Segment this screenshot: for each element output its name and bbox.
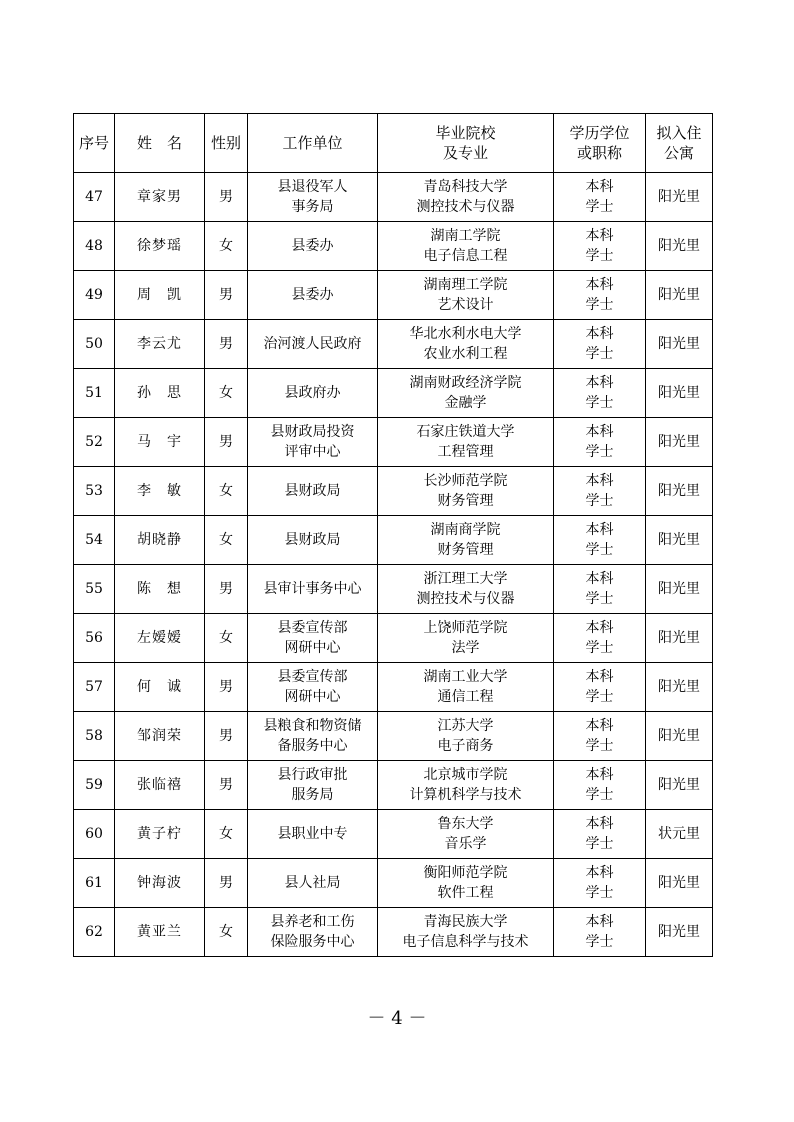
- cell-no: 52: [74, 418, 115, 467]
- table-row: [74, 271, 713, 320]
- cell-unit: [248, 859, 378, 908]
- header-row: [74, 114, 713, 173]
- cell-line: 毕业院校: [435, 124, 496, 142]
- header-name: [115, 114, 205, 173]
- cell-line: 治河渡人民政府: [263, 336, 362, 352]
- table-row: [74, 369, 713, 418]
- cell-line: 县粮食和物资储: [263, 718, 362, 734]
- cell-gender: 男: [205, 173, 248, 222]
- cell-apartment: 阳光里: [646, 565, 713, 614]
- cell-line: 学士: [585, 248, 614, 264]
- cell-line: 财务管理: [437, 493, 494, 509]
- cell-degree: [554, 614, 646, 663]
- cell-line: 学士: [585, 199, 614, 215]
- cell-unit: [248, 614, 378, 663]
- cell-degree: [554, 271, 646, 320]
- cell-gender: 女: [205, 908, 248, 957]
- cell-line: 湖南理工学院: [423, 277, 508, 293]
- cell-line: 学士: [585, 297, 614, 313]
- cell-no: 58: [74, 712, 115, 761]
- cell-apartment: 阳光里: [646, 908, 713, 957]
- cell-gender: 男: [205, 418, 248, 467]
- cell-line: 学士: [585, 591, 614, 607]
- cell-line: 计算机科学与技术: [409, 787, 522, 803]
- table-header: [74, 114, 713, 173]
- cell-line: 县人社局: [284, 875, 341, 891]
- cell-gender: 女: [205, 810, 248, 859]
- cell-line: 法学: [451, 640, 480, 656]
- cell-line: 本科: [585, 228, 614, 244]
- cell-school-major: [378, 271, 554, 320]
- cell-gender: 女: [205, 467, 248, 516]
- cell-school-major: [378, 173, 554, 222]
- cell-apartment: 阳光里: [646, 271, 713, 320]
- cell-apartment: 阳光里: [646, 663, 713, 712]
- cell-line: 电子商务: [437, 738, 494, 754]
- cell-gender: 男: [205, 663, 248, 712]
- table-row: [74, 516, 713, 565]
- cell-line: 本科: [585, 914, 614, 930]
- cell-apartment: 阳光里: [646, 761, 713, 810]
- cell-school-major: [378, 565, 554, 614]
- cell-unit: [248, 418, 378, 467]
- cell-no: 60: [74, 810, 115, 859]
- cell-degree: [554, 908, 646, 957]
- cell-line: 金融学: [444, 395, 487, 411]
- cell-unit: [248, 369, 378, 418]
- cell-line: 县退役军人: [277, 179, 348, 195]
- cell-line: 长沙师范学院: [423, 473, 508, 489]
- cell-school-major: [378, 222, 554, 271]
- cell-name: 钟海波: [115, 859, 205, 908]
- header-no: [74, 114, 115, 173]
- cell-school-major: [378, 810, 554, 859]
- cell-no: 59: [74, 761, 115, 810]
- cell-line: 测控技术与仪器: [416, 199, 515, 215]
- cell-line: 本科: [585, 620, 614, 636]
- cell-line: 县政府办: [284, 385, 341, 401]
- cell-line: 湖南工业大学: [423, 669, 508, 685]
- cell-school-major: [378, 614, 554, 663]
- cell-unit: [248, 222, 378, 271]
- cell-line: 学士: [585, 346, 614, 362]
- cell-line: 姓 名: [136, 134, 182, 152]
- cell-name: 胡晓静: [115, 516, 205, 565]
- cell-school-major: [378, 761, 554, 810]
- cell-line: 县委宣传部: [277, 669, 348, 685]
- cell-unit: [248, 467, 378, 516]
- cell-line: 学士: [585, 836, 614, 852]
- cell-line: 财务管理: [437, 542, 494, 558]
- cell-line: 本科: [585, 424, 614, 440]
- cell-line: 备服务中心: [277, 738, 348, 754]
- cell-line: 县行政审批: [277, 767, 348, 783]
- cell-line: 测控技术与仪器: [416, 591, 515, 607]
- cell-line: 县审计事务中心: [263, 581, 362, 597]
- table-row: [74, 859, 713, 908]
- header-school-major: [378, 114, 554, 173]
- cell-degree: [554, 810, 646, 859]
- cell-degree: [554, 173, 646, 222]
- cell-line: 江苏大学: [437, 718, 494, 734]
- table-row: [74, 761, 713, 810]
- cell-no: 62: [74, 908, 115, 957]
- cell-line: 工作单位: [282, 134, 343, 152]
- cell-line: 县委办: [291, 287, 334, 303]
- cell-name: 徐梦瑶: [115, 222, 205, 271]
- cell-gender: 男: [205, 271, 248, 320]
- cell-line: 鲁东大学: [437, 816, 494, 832]
- table-row: [74, 565, 713, 614]
- cell-line: 拟入住: [656, 124, 702, 142]
- cell-line: 县委宣传部: [277, 620, 348, 636]
- cell-degree: [554, 761, 646, 810]
- cell-apartment: 阳光里: [646, 712, 713, 761]
- cell-line: 网研中心: [284, 689, 341, 705]
- header-gender: [205, 114, 248, 173]
- table-row: [74, 663, 713, 712]
- cell-unit: [248, 712, 378, 761]
- cell-degree: [554, 859, 646, 908]
- cell-line: 青海民族大学: [423, 914, 508, 930]
- cell-no: 47: [74, 173, 115, 222]
- cell-line: 华北水利水电大学: [409, 326, 522, 342]
- header-degree: [554, 114, 646, 173]
- cell-apartment: 阳光里: [646, 369, 713, 418]
- cell-unit: [248, 320, 378, 369]
- cell-name: 周 凯: [115, 271, 205, 320]
- cell-gender: 男: [205, 565, 248, 614]
- cell-school-major: [378, 859, 554, 908]
- cell-line: 上饶师范学院: [423, 620, 508, 636]
- cell-line: 学士: [585, 885, 614, 901]
- cell-school-major: [378, 467, 554, 516]
- cell-line: 县财政局: [284, 532, 341, 548]
- cell-degree: [554, 663, 646, 712]
- cell-gender: 女: [205, 516, 248, 565]
- cell-unit: [248, 271, 378, 320]
- cell-no: 55: [74, 565, 115, 614]
- cell-no: 61: [74, 859, 115, 908]
- cell-line: 学士: [585, 493, 614, 509]
- cell-line: 本科: [585, 326, 614, 342]
- cell-unit: [248, 761, 378, 810]
- cell-no: 51: [74, 369, 115, 418]
- cell-name: 李 敏: [115, 467, 205, 516]
- cell-line: 学士: [585, 689, 614, 705]
- cell-line: 湖南财政经济学院: [409, 375, 522, 391]
- cell-apartment: 阳光里: [646, 467, 713, 516]
- cell-line: 或职称: [576, 144, 622, 162]
- cell-apartment: 阳光里: [646, 859, 713, 908]
- cell-line: 县财政局投资: [270, 424, 355, 440]
- cell-line: 衡阳师范学院: [423, 865, 508, 881]
- cell-line: 通信工程: [437, 689, 494, 705]
- cell-line: 县财政局: [284, 483, 341, 499]
- cell-school-major: [378, 369, 554, 418]
- header-unit: [248, 114, 378, 173]
- cell-name: 何 诚: [115, 663, 205, 712]
- cell-line: 县养老和工伤: [270, 914, 355, 930]
- cell-degree: [554, 516, 646, 565]
- cell-line: 本科: [585, 669, 614, 685]
- cell-line: 工程管理: [437, 444, 494, 460]
- cell-school-major: [378, 908, 554, 957]
- cell-line: 音乐学: [444, 836, 487, 852]
- cell-unit: [248, 516, 378, 565]
- cell-line: 艺术设计: [437, 297, 494, 313]
- cell-line: 服务局: [291, 787, 334, 803]
- cell-line: 学士: [585, 738, 614, 754]
- cell-apartment: 阳光里: [646, 222, 713, 271]
- cell-gender: 女: [205, 222, 248, 271]
- cell-line: 评审中心: [284, 444, 341, 460]
- cell-apartment: 阳光里: [646, 418, 713, 467]
- cell-line: 软件工程: [437, 885, 494, 901]
- cell-name: 章家男: [115, 173, 205, 222]
- cell-line: 本科: [585, 571, 614, 587]
- table-row: [74, 320, 713, 369]
- cell-line: 学历学位: [569, 124, 630, 142]
- cell-school-major: [378, 320, 554, 369]
- cell-apartment: 阳光里: [646, 516, 713, 565]
- cell-name: 孙 思: [115, 369, 205, 418]
- cell-line: 网研中心: [284, 640, 341, 656]
- cell-school-major: [378, 418, 554, 467]
- cell-gender: 男: [205, 859, 248, 908]
- cell-line: 学士: [585, 444, 614, 460]
- cell-line: 石家庄铁道大学: [416, 424, 515, 440]
- cell-unit: [248, 810, 378, 859]
- cell-no: 49: [74, 271, 115, 320]
- cell-school-major: [378, 516, 554, 565]
- cell-unit: [248, 173, 378, 222]
- cell-degree: [554, 418, 646, 467]
- cell-school-major: [378, 663, 554, 712]
- table-row: [74, 614, 713, 663]
- cell-degree: [554, 320, 646, 369]
- cell-line: 本科: [585, 277, 614, 293]
- cell-degree: [554, 712, 646, 761]
- table-row: [74, 712, 713, 761]
- cell-apartment: 状元里: [646, 810, 713, 859]
- cell-line: 本科: [585, 767, 614, 783]
- cell-line: 浙江理工大学: [423, 571, 508, 587]
- cell-school-major: [378, 712, 554, 761]
- cell-line: 学士: [585, 640, 614, 656]
- cell-line: 本科: [585, 179, 614, 195]
- cell-no: 54: [74, 516, 115, 565]
- allocation-table: [73, 113, 713, 957]
- cell-no: 48: [74, 222, 115, 271]
- cell-line: 本科: [585, 473, 614, 489]
- cell-line: 性别: [210, 134, 241, 152]
- cell-gender: 女: [205, 369, 248, 418]
- cell-name: 邹润荣: [115, 712, 205, 761]
- header-apartment: [646, 114, 713, 173]
- cell-line: 县职业中专: [277, 826, 348, 842]
- table-row: [74, 173, 713, 222]
- cell-line: 湖南工学院: [430, 228, 501, 244]
- cell-line: 学士: [585, 934, 614, 950]
- cell-unit: [248, 565, 378, 614]
- cell-gender: 男: [205, 761, 248, 810]
- table-body: [74, 173, 713, 957]
- cell-line: 本科: [585, 865, 614, 881]
- table-row: [74, 467, 713, 516]
- cell-line: 农业水利工程: [423, 346, 508, 362]
- cell-line: 电子信息工程: [423, 248, 508, 264]
- cell-line: 保险服务中心: [270, 934, 355, 950]
- cell-line: 本科: [585, 816, 614, 832]
- cell-line: 公寓: [663, 144, 694, 162]
- cell-name: 马 宇: [115, 418, 205, 467]
- cell-line: 学士: [585, 787, 614, 803]
- cell-line: 学士: [585, 395, 614, 411]
- cell-unit: [248, 663, 378, 712]
- cell-gender: 男: [205, 320, 248, 369]
- cell-line: 本科: [585, 522, 614, 538]
- cell-name: 黄子柠: [115, 810, 205, 859]
- cell-unit: [248, 908, 378, 957]
- cell-line: 青岛科技大学: [423, 179, 508, 195]
- cell-apartment: 阳光里: [646, 614, 713, 663]
- cell-no: 57: [74, 663, 115, 712]
- cell-name: 陈 想: [115, 565, 205, 614]
- cell-line: 湖南商学院: [430, 522, 501, 538]
- page-number: － 4 －: [367, 1008, 427, 1029]
- cell-name: 黄亚兰: [115, 908, 205, 957]
- cell-gender: 男: [205, 712, 248, 761]
- cell-name: 张临禧: [115, 761, 205, 810]
- cell-line: 事务局: [291, 199, 334, 215]
- cell-line: 北京城市学院: [423, 767, 508, 783]
- cell-gender: 女: [205, 614, 248, 663]
- cell-line: 本科: [585, 375, 614, 391]
- table-row: [74, 908, 713, 957]
- cell-no: 50: [74, 320, 115, 369]
- cell-apartment: 阳光里: [646, 173, 713, 222]
- cell-name: 左嫒嫒: [115, 614, 205, 663]
- cell-line: 学士: [585, 542, 614, 558]
- cell-no: 53: [74, 467, 115, 516]
- cell-degree: [554, 565, 646, 614]
- cell-degree: [554, 369, 646, 418]
- cell-name: 李云尤: [115, 320, 205, 369]
- cell-line: 本科: [585, 718, 614, 734]
- cell-line: 及专业: [442, 144, 488, 162]
- cell-apartment: 阳光里: [646, 320, 713, 369]
- cell-line: 电子信息科学与技术: [402, 934, 529, 950]
- cell-line: 序号: [78, 134, 109, 152]
- cell-degree: [554, 467, 646, 516]
- table-row: [74, 810, 713, 859]
- cell-line: 县委办: [291, 238, 334, 254]
- table-row: [74, 418, 713, 467]
- table-row: [74, 222, 713, 271]
- cell-degree: [554, 222, 646, 271]
- cell-no: 56: [74, 614, 115, 663]
